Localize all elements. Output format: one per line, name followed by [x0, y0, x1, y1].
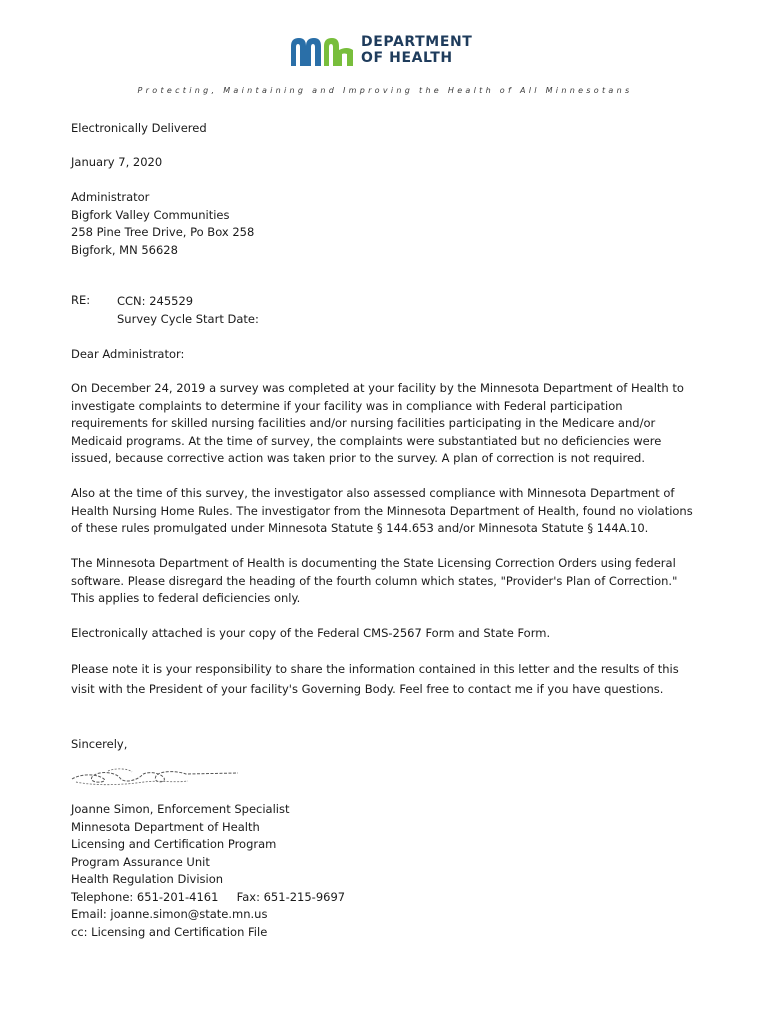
recipient-line: Bigfork Valley Communities: [71, 207, 230, 222]
paragraph-responsibility: Please note it is your responsibility to share the information contained in this letter and the results of this visit with the President of your facility's Governing Body. Feel free to contact me if you have questions.: [71, 662, 679, 696]
mn-logo-mark-icon: [289, 36, 355, 66]
signer-email: Email: joanne.simon@state.mn.us: [71, 907, 268, 921]
letter-date: January 7, 2020: [71, 155, 163, 169]
signer-name: Joanne Simon, Enforcement Specialist: [71, 802, 290, 816]
logo-wordmark: [361, 34, 472, 66]
cc-line: cc: Licensing and Certification File: [71, 924, 268, 939]
signer-division: Health Regulation Division: [71, 872, 224, 886]
closing: Sincerely,: [71, 737, 128, 751]
logo-line-1: DEPARTMENT: [361, 34, 473, 50]
signer-phone-fax: Telephone: 651-201-4161 Fax: 651-215-9697: [71, 889, 346, 904]
re-label: RE:: [71, 293, 91, 307]
paragraph-survey: On December 24, 2019 a survey was completed at your facility by the Minnesota Department of Health to investigate complaints to determine if your facility was in compliance with Federal participation requirements for skilled nursing facilities and/or nursing facilities participating in the Medicare and/or Medicaid programs. At the time of survey, the complaints were substantiated but no deficiencies were issued, because corrective action was taken prior to the survey. A plan of correction is not required.: [71, 381, 684, 466]
re-block: [117, 293, 259, 328]
paragraph-licensing: The Minnesota Department of Health is documenting the State Licensing Correction Orders using federal software. Please disregard the heading of the fourth column which states, "Provider's Plan of Correction." This applies to federal deficiencies only.: [71, 556, 678, 606]
recipient-line: Bigfork, MN 56628: [71, 242, 178, 257]
survey-start-line: Survey Cycle Start Date:: [117, 311, 259, 326]
logo-line-2: OF HEALTH: [361, 50, 453, 66]
mdh-logo: [289, 34, 489, 70]
paragraph-attachment: Electronically attached is your copy of the Federal CMS-2567 Form and State Form.: [71, 626, 551, 640]
signer-unit: Program Assurance Unit: [71, 854, 210, 869]
recipient-line: Administrator: [71, 190, 150, 204]
delivery-method: Electronically Delivered: [71, 121, 207, 135]
tagline: Protecting, Maintaining and Improving the Health of All Minnesotans: [137, 86, 633, 95]
signer-org: Minnesota Department of Health: [71, 819, 260, 834]
salutation: Dear Administrator:: [71, 347, 185, 361]
recipient-line: 258 Pine Tree Drive, Po Box 258: [71, 225, 255, 239]
ccn-line: CCN: 245529: [117, 294, 194, 308]
paragraph-state-rules: Also at the time of this survey, the investigator also assessed compliance with Minnesota Department of Health Nursing Home Rules. The investigator from the Minnesota Department of Health, found no violations of these rules promulgated under Minnesota Statute § 144.653 and/or Minnesota Statute § 144A.10.: [71, 486, 693, 536]
signature-icon: [68, 766, 240, 790]
signer-program: Licensing and Certification Program: [71, 837, 277, 851]
signature-block: [71, 801, 345, 941]
recipient-address: [71, 189, 254, 259]
